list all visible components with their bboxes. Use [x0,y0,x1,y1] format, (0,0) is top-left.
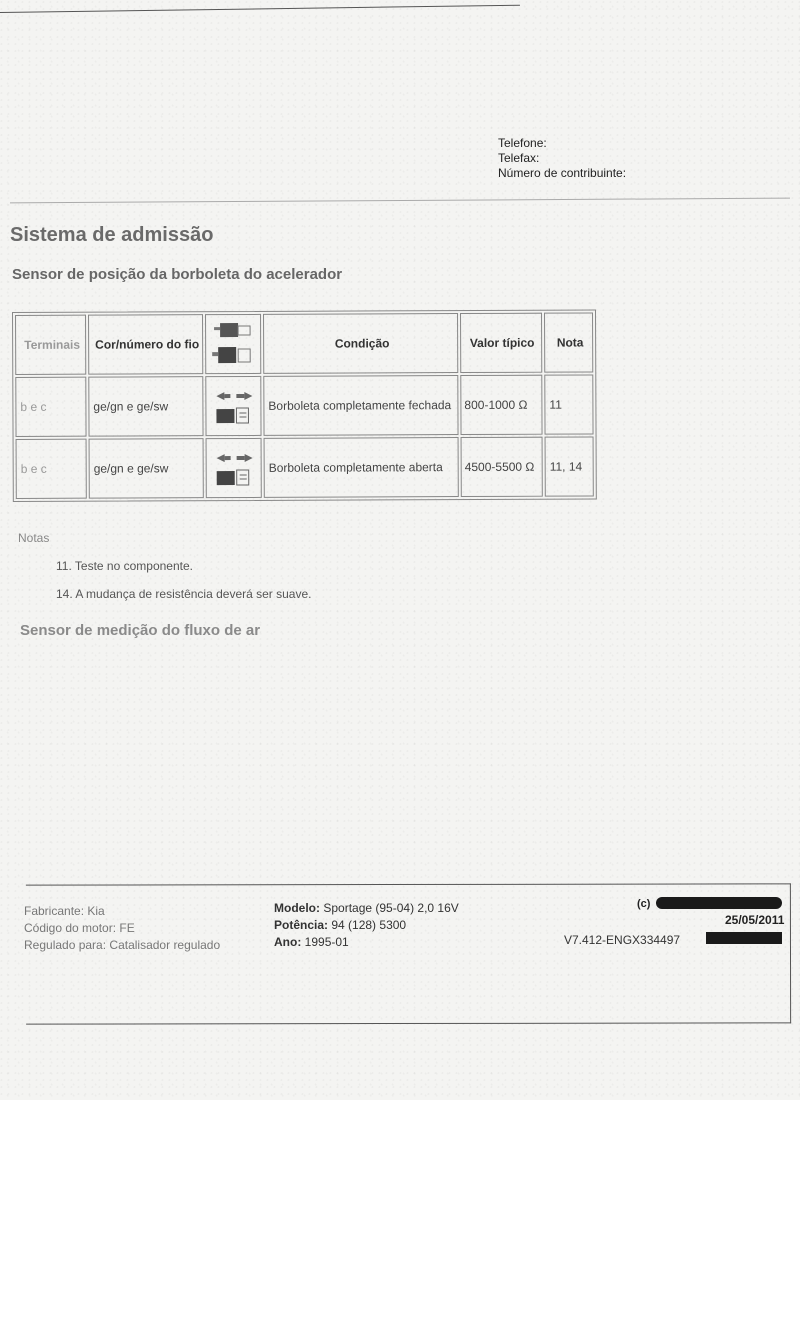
cell-condition: Borboleta completamente aberta [264,437,459,498]
cell-note: 11 [544,374,593,434]
telefax-label: Telefax: [498,151,540,165]
cell-note: 11, 14 [545,436,594,496]
header-note: Nota [544,312,593,372]
header-terminals: Terminais [15,315,86,375]
table-row [16,436,594,499]
redaction-bar [706,932,782,944]
note-item: 14. A mudança de resistência deverá ser suave. [56,587,312,601]
header-typical-value: Valor típico [460,313,542,373]
table-header-row [15,312,593,375]
codigo-label: Código do motor: [24,921,117,935]
subsection-title: Sensor de posição da borboleta do acelerador [12,266,343,283]
footer-model-info [274,900,459,951]
ano-label: Ano: [274,935,302,949]
contribuinte-label: Número de contribuinte: [498,166,627,180]
version-code: V7.412-ENGX334497 [564,933,681,947]
cell-typical-value: 800-1000 Ω [460,375,542,435]
cell-typical-value: 4500-5500 Ω [461,437,543,497]
regulado-value: Catalisador regulado [109,938,221,952]
potencia-value: 94 (128) 5300 [331,918,407,932]
cell-terminals: b e c [16,439,87,499]
ano-value: 1995-01 [304,935,349,949]
section-title: Sistema de admissão [10,224,214,246]
modelo-label: Modelo: [274,901,320,915]
next-subsection-title: Sensor de medição do fluxo de ar [20,622,261,639]
redaction-bar [656,897,782,909]
codigo-value: FE [119,921,135,935]
telefone-label: Telefone: [498,136,547,150]
spec-table [12,309,597,502]
measure-icon [205,376,261,436]
contact-block [498,136,626,181]
header-divider [10,198,790,204]
print-date: 25/05/2011 [725,913,785,927]
page-edge-line [0,5,520,13]
fabricante-value: Kia [87,904,105,918]
note-item: 11. Teste no componente. [56,559,193,573]
measure-icon [206,438,262,498]
table-row [15,374,593,437]
regulado-label: Regulado para: [24,938,107,952]
cell-wire: ge/gn e ge/sw [89,438,204,499]
header-condition: Condição [263,313,458,374]
modelo-value: Sportage (95-04) 2,0 16V [323,901,459,915]
footer-vehicle-info [24,903,220,954]
potencia-label: Potência: [274,918,329,932]
cell-wire: ge/gn e ge/sw [88,376,203,437]
copyright-mark: (c) [637,898,651,910]
header-connector-icon [205,314,261,374]
header-wire: Cor/número do fio [88,314,203,375]
fabricante-label: Fabricante: [24,904,85,918]
cell-condition: Borboleta completamente fechada [263,375,458,436]
notes-title: Notas [18,531,50,545]
cell-terminals: b e c [15,377,86,437]
